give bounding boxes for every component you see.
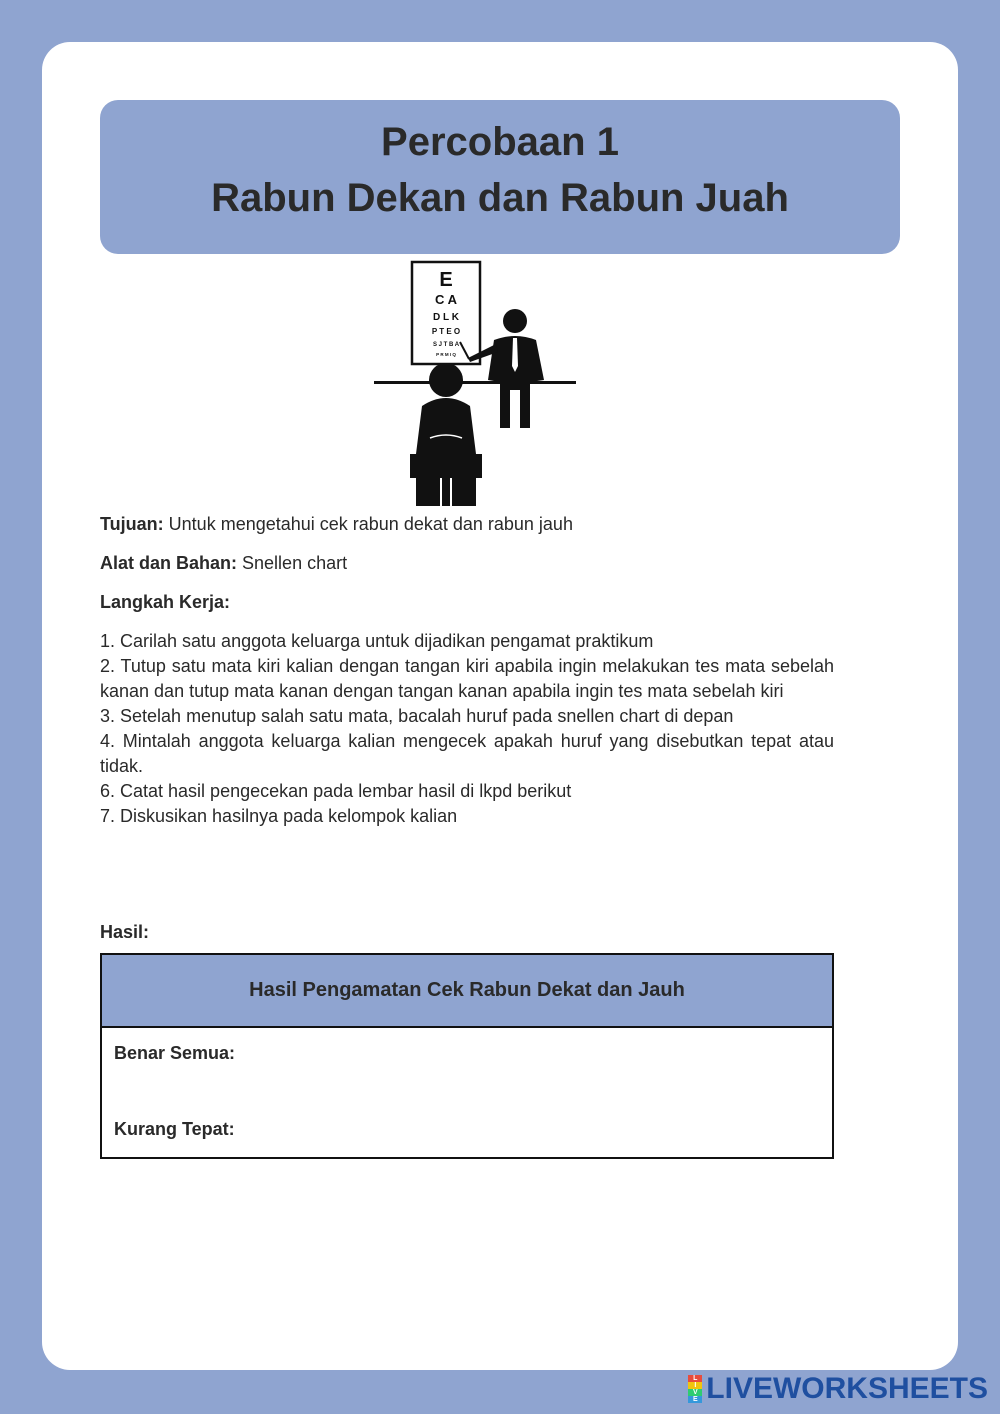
alat-paragraph	[100, 551, 834, 576]
step-item: 3. Setelah menutup salah satu mata, bacalah huruf pada snellen chart di depan	[100, 706, 734, 726]
chart-row-4: P T E O	[431, 327, 461, 336]
langkah-heading	[100, 590, 834, 615]
tujuan-paragraph	[100, 512, 834, 537]
title-line-1: Percobaan 1	[381, 120, 619, 164]
tujuan-label: Tujuan:	[100, 514, 164, 534]
patient-head	[429, 363, 463, 397]
live-letter: I	[688, 1382, 702, 1389]
kurang-tepat-field[interactable]: Kurang Tepat:	[114, 1119, 235, 1139]
patient-chair	[410, 454, 482, 478]
alat-label: Alat dan Bahan:	[100, 553, 238, 573]
liveworksheets-logo[interactable]	[688, 1374, 988, 1404]
result-table-header: Hasil Pengamatan Cek Rabun Dekat dan Jauh	[102, 955, 832, 1028]
live-letter: E	[688, 1396, 702, 1403]
doctor-head	[503, 309, 527, 333]
worksheet-content	[100, 512, 834, 829]
live-letter: V	[688, 1389, 702, 1396]
step-item: 6. Catat hasil pengecekan pada lembar hasil di lkpd berikut	[100, 781, 572, 801]
chart-row-1: E	[439, 269, 453, 291]
step-item: 2. Tutup satu mata kiri kalian dengan tangan kiri apabila ingin melakukan tes mata sebelah kanan dan tutup mata kanan dengan tangan kanan apabila ingin tes mata sebelah kiri	[100, 656, 834, 701]
result-table	[100, 953, 834, 1159]
title-line-2: Rabun Dekan dan Rabun Juah	[211, 176, 789, 220]
steps-list	[100, 629, 834, 829]
logo-text: LIVEWORKSHEETS	[706, 1372, 988, 1405]
eye-exam-icon	[370, 258, 580, 508]
chart-row-3: D L K	[433, 312, 459, 323]
benar-semua-field[interactable]: Benar Semua:	[114, 1043, 236, 1063]
alat-text: Snellen chart	[242, 553, 348, 573]
live-badge-icon	[688, 1375, 702, 1403]
tujuan-text: Untuk mengetahui cek rabun dekat dan rabun jauh	[168, 514, 573, 534]
patient-body	[416, 398, 476, 454]
title-banner	[100, 100, 900, 254]
chart-row-5: S J T B A	[432, 342, 460, 348]
step-item: 4. Mintalah anggota keluarga kalian mengecek apakah huruf yang disebutkan tepat atau tidak.	[100, 731, 834, 776]
step-item: 1. Carilah satu anggota keluarga untuk dijadikan pengamat praktikum	[100, 631, 654, 651]
live-letter: L	[688, 1375, 702, 1382]
chart-row-2: C A	[435, 292, 457, 307]
doctor-tie	[512, 338, 518, 372]
desk-line	[374, 381, 576, 384]
step-item: 7. Diskusikan hasilnya pada kelompok kalian	[100, 806, 458, 826]
chart-row-6: P R M I Q	[436, 352, 456, 357]
hasil-label: Hasil:	[100, 922, 150, 942]
langkah-label: Langkah Kerja:	[100, 592, 231, 612]
